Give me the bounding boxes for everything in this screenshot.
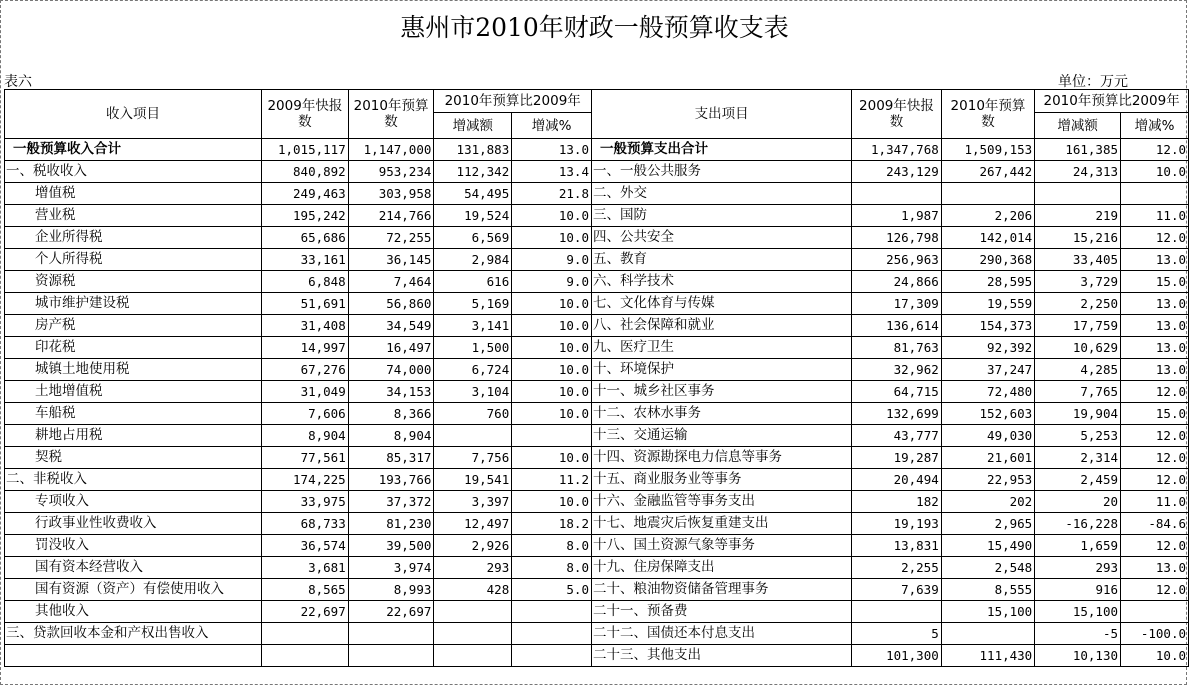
income-change-pct-cell: 10.0 [512, 293, 592, 315]
income-value-2010-cell: 85,317 [348, 447, 434, 469]
expense-change-pct-cell: 13.0 [1121, 249, 1189, 271]
income-value-2009-cell: 249,463 [262, 183, 349, 205]
income-change-amount-cell [434, 645, 512, 667]
income-value-2010-cell: 74,000 [348, 359, 434, 381]
income-item-cell: 车船税 [5, 403, 262, 425]
expense-value-2010-cell: 15,490 [941, 535, 1034, 557]
expense-change-pct-cell: 12.0 [1121, 381, 1189, 403]
income-change-pct-cell: 8.0 [512, 535, 592, 557]
expense-value-2009-cell: 1,987 [852, 205, 942, 227]
header-income-2010: 2010年预算数 [348, 90, 434, 139]
income-change-amount-cell: 3,397 [434, 491, 512, 513]
header-income-pct: 增减% [512, 113, 592, 139]
expense-change-amount-cell: 293 [1035, 557, 1121, 579]
income-value-2009-cell: 8,904 [262, 425, 349, 447]
income-change-pct-cell: 11.2 [512, 469, 592, 491]
income-change-pct-cell: 18.2 [512, 513, 592, 535]
income-change-amount-cell: 112,342 [434, 161, 512, 183]
expense-item-cell: 二十一、预备费 [591, 601, 851, 623]
income-item-cell [5, 645, 262, 667]
expense-item-cell: 八、社会保障和就业 [591, 315, 851, 337]
expense-value-2010-cell: 21,601 [941, 447, 1034, 469]
income-item-cell: 城镇土地使用税 [5, 359, 262, 381]
income-value-2010-cell: 1,147,000 [348, 139, 434, 161]
income-value-2009-cell: 51,691 [262, 293, 349, 315]
income-value-2010-cell [348, 623, 434, 645]
expense-change-pct-cell: 12.0 [1121, 425, 1189, 447]
income-value-2010-cell: 36,145 [348, 249, 434, 271]
income-value-2009-cell: 840,892 [262, 161, 349, 183]
income-value-2010-cell: 22,697 [348, 601, 434, 623]
expense-item-cell: 五、教育 [591, 249, 851, 271]
income-value-2009-cell: 8,565 [262, 579, 349, 601]
income-value-2009-cell: 33,161 [262, 249, 349, 271]
income-change-amount-cell: 7,756 [434, 447, 512, 469]
income-value-2009-cell [262, 623, 349, 645]
income-change-pct-cell [512, 425, 592, 447]
income-change-amount-cell: 760 [434, 403, 512, 425]
income-change-amount-cell: 2,984 [434, 249, 512, 271]
expense-change-pct-cell [1121, 601, 1189, 623]
expense-value-2009-cell: 43,777 [852, 425, 942, 447]
table-label: 表六 [4, 74, 32, 90]
expense-change-pct-cell: 11.0 [1121, 205, 1189, 227]
expense-item-cell: 十四、资源勘探电力信息等事务 [591, 447, 851, 469]
table-row [5, 227, 1189, 249]
expense-value-2009-cell: 1,347,768 [852, 139, 942, 161]
expense-item-cell: 十二、农林水事务 [591, 403, 851, 425]
table-row [5, 403, 1189, 425]
expense-change-pct-cell: 15.0 [1121, 271, 1189, 293]
expense-change-pct-cell [1121, 183, 1189, 205]
expense-value-2010-cell: 15,100 [941, 601, 1034, 623]
income-value-2009-cell: 1,015,117 [262, 139, 349, 161]
income-value-2010-cell: 16,497 [348, 337, 434, 359]
income-change-pct-cell: 10.0 [512, 381, 592, 403]
income-change-pct-cell: 10.0 [512, 337, 592, 359]
budget-table [4, 89, 1189, 667]
income-value-2010-cell: 34,549 [348, 315, 434, 337]
expense-change-pct-cell: 12.0 [1121, 139, 1189, 161]
table-body [5, 139, 1189, 667]
income-change-pct-cell: 10.0 [512, 403, 592, 425]
income-value-2010-cell: 7,464 [348, 271, 434, 293]
expense-value-2010-cell: 22,953 [941, 469, 1034, 491]
expense-value-2009-cell [852, 183, 942, 205]
expense-change-amount-cell: 2,314 [1035, 447, 1121, 469]
expense-item-cell: 十九、住房保障支出 [591, 557, 851, 579]
income-value-2009-cell: 67,276 [262, 359, 349, 381]
expense-value-2009-cell: 126,798 [852, 227, 942, 249]
table-row [5, 535, 1189, 557]
income-change-amount-cell: 616 [434, 271, 512, 293]
income-value-2010-cell: 8,993 [348, 579, 434, 601]
income-item-cell: 行政事业性收费收入 [5, 513, 262, 535]
expense-value-2010-cell: 202 [941, 491, 1034, 513]
income-change-pct-cell: 13.0 [512, 139, 592, 161]
expense-value-2010-cell: 19,559 [941, 293, 1034, 315]
income-value-2010-cell: 193,766 [348, 469, 434, 491]
table-row [5, 139, 1189, 161]
expense-value-2010-cell: 154,373 [941, 315, 1034, 337]
header-expense-diff: 增减额 [1035, 113, 1121, 139]
income-item-cell: 增值税 [5, 183, 262, 205]
expense-change-pct-cell: 12.0 [1121, 469, 1189, 491]
income-item-cell: 企业所得税 [5, 227, 262, 249]
expense-value-2010-cell: 92,392 [941, 337, 1034, 359]
expense-value-2009-cell: 24,866 [852, 271, 942, 293]
expense-change-amount-cell: 1,659 [1035, 535, 1121, 557]
income-value-2009-cell: 6,848 [262, 271, 349, 293]
expense-change-pct-cell: 10.0 [1121, 645, 1189, 667]
income-change-pct-cell: 10.0 [512, 205, 592, 227]
income-value-2010-cell: 303,958 [348, 183, 434, 205]
income-value-2009-cell: 7,606 [262, 403, 349, 425]
income-change-pct-cell: 10.0 [512, 315, 592, 337]
expense-value-2010-cell: 1,509,153 [941, 139, 1034, 161]
income-change-amount-cell: 12,497 [434, 513, 512, 535]
income-value-2010-cell: 34,153 [348, 381, 434, 403]
expense-item-cell: 一、一般公共服务 [591, 161, 851, 183]
expense-change-amount-cell: 2,250 [1035, 293, 1121, 315]
income-item-cell: 国有资本经营收入 [5, 557, 262, 579]
income-item-cell: 契税 [5, 447, 262, 469]
table-row [5, 183, 1189, 205]
expense-change-pct-cell: 12.0 [1121, 535, 1189, 557]
income-value-2010-cell: 37,372 [348, 491, 434, 513]
expense-value-2009-cell: 32,962 [852, 359, 942, 381]
expense-change-pct-cell: 12.0 [1121, 579, 1189, 601]
income-change-amount-cell: 2,926 [434, 535, 512, 557]
table-row [5, 359, 1189, 381]
expense-value-2009-cell: 182 [852, 491, 942, 513]
expense-change-pct-cell: 13.0 [1121, 557, 1189, 579]
expense-value-2010-cell: 37,247 [941, 359, 1034, 381]
header-expense-2010: 2010年预算数 [941, 90, 1034, 139]
income-change-amount-cell: 19,524 [434, 205, 512, 227]
expense-value-2010-cell: 152,603 [941, 403, 1034, 425]
table-row [5, 557, 1189, 579]
table-row [5, 381, 1189, 403]
income-value-2009-cell: 31,049 [262, 381, 349, 403]
expense-item-cell: 十七、地震灾后恢复重建支出 [591, 513, 851, 535]
income-value-2010-cell: 72,255 [348, 227, 434, 249]
expense-value-2009-cell: 256,963 [852, 249, 942, 271]
income-change-pct-cell [512, 645, 592, 667]
income-item-cell: 三、贷款回收本金和产权出售收入 [5, 623, 262, 645]
expense-item-cell: 二、外交 [591, 183, 851, 205]
header-income-item: 收入项目 [5, 90, 262, 139]
expense-value-2009-cell: 19,193 [852, 513, 942, 535]
income-item-cell: 营业税 [5, 205, 262, 227]
expense-value-2009-cell: 81,763 [852, 337, 942, 359]
expense-change-pct-cell: 13.0 [1121, 293, 1189, 315]
income-change-pct-cell [512, 601, 592, 623]
income-value-2010-cell: 214,766 [348, 205, 434, 227]
income-change-amount-cell: 54,495 [434, 183, 512, 205]
income-change-amount-cell: 293 [434, 557, 512, 579]
income-change-amount-cell [434, 601, 512, 623]
income-item-cell: 二、非税收入 [5, 469, 262, 491]
expense-change-pct-cell: 10.0 [1121, 161, 1189, 183]
table-row [5, 645, 1189, 667]
income-value-2009-cell: 14,997 [262, 337, 349, 359]
expense-value-2010-cell: 8,555 [941, 579, 1034, 601]
income-change-pct-cell: 10.0 [512, 227, 592, 249]
expense-value-2009-cell: 64,715 [852, 381, 942, 403]
expense-value-2010-cell: 2,965 [941, 513, 1034, 535]
header-expense-item: 支出项目 [591, 90, 851, 139]
income-value-2010-cell: 39,500 [348, 535, 434, 557]
expense-value-2009-cell: 19,287 [852, 447, 942, 469]
expense-change-amount-cell: 4,285 [1035, 359, 1121, 381]
expense-item-cell: 六、科学技术 [591, 271, 851, 293]
income-item-cell: 一般预算收入合计 [5, 139, 262, 161]
header-income-compare: 2010年预算比2009年 [434, 90, 592, 113]
income-change-amount-cell: 19,541 [434, 469, 512, 491]
expense-change-amount-cell: 17,759 [1035, 315, 1121, 337]
table-row [5, 513, 1189, 535]
income-item-cell: 个人所得税 [5, 249, 262, 271]
expense-change-amount-cell: 10,629 [1035, 337, 1121, 359]
expense-item-cell: 十一、城乡社区事务 [591, 381, 851, 403]
income-change-amount-cell: 6,569 [434, 227, 512, 249]
income-item-cell: 罚没收入 [5, 535, 262, 557]
expense-item-cell: 二十二、国债还本付息支出 [591, 623, 851, 645]
expense-item-cell: 十六、金融监管等事务支出 [591, 491, 851, 513]
income-change-amount-cell: 3,141 [434, 315, 512, 337]
expense-item-cell: 三、国防 [591, 205, 851, 227]
table-row [5, 293, 1189, 315]
expense-value-2009-cell: 5 [852, 623, 942, 645]
income-value-2009-cell: 3,681 [262, 557, 349, 579]
income-item-cell: 印花税 [5, 337, 262, 359]
expense-change-amount-cell: 916 [1035, 579, 1121, 601]
income-change-pct-cell: 8.0 [512, 557, 592, 579]
expense-change-amount-cell: -5 [1035, 623, 1121, 645]
income-value-2009-cell: 22,697 [262, 601, 349, 623]
expense-change-amount-cell: 15,216 [1035, 227, 1121, 249]
income-change-pct-cell: 5.0 [512, 579, 592, 601]
income-change-pct-cell: 10.0 [512, 359, 592, 381]
expense-change-pct-cell: 13.0 [1121, 359, 1189, 381]
income-value-2009-cell: 36,574 [262, 535, 349, 557]
income-value-2010-cell: 953,234 [348, 161, 434, 183]
income-change-pct-cell [512, 623, 592, 645]
table-row [5, 469, 1189, 491]
income-change-amount-cell: 131,883 [434, 139, 512, 161]
expense-value-2010-cell: 72,480 [941, 381, 1034, 403]
page-title: 惠州市2010年财政一般预算收支表 [400, 13, 789, 42]
income-value-2010-cell: 81,230 [348, 513, 434, 535]
expense-item-cell: 七、文化体育与传媒 [591, 293, 851, 315]
expense-change-pct-cell: 12.0 [1121, 447, 1189, 469]
table-row [5, 425, 1189, 447]
header-expense-pct: 增减% [1121, 113, 1189, 139]
expense-change-amount-cell: 10,130 [1035, 645, 1121, 667]
income-change-amount-cell: 5,169 [434, 293, 512, 315]
table-row [5, 337, 1189, 359]
expense-item-cell: 十八、国土资源气象等事务 [591, 535, 851, 557]
income-change-pct-cell: 10.0 [512, 447, 592, 469]
expense-change-pct-cell: 12.0 [1121, 227, 1189, 249]
expense-value-2009-cell: 20,494 [852, 469, 942, 491]
expense-change-amount-cell [1035, 183, 1121, 205]
income-value-2010-cell: 3,974 [348, 557, 434, 579]
table-row [5, 205, 1189, 227]
header-expense-compare: 2010年预算比2009年 [1035, 90, 1189, 113]
income-change-amount-cell [434, 425, 512, 447]
expense-value-2009-cell: 243,129 [852, 161, 942, 183]
expense-change-amount-cell: 7,765 [1035, 381, 1121, 403]
income-change-amount-cell [434, 623, 512, 645]
income-change-amount-cell: 6,724 [434, 359, 512, 381]
expense-value-2009-cell: 7,639 [852, 579, 942, 601]
expense-change-pct-cell: 15.0 [1121, 403, 1189, 425]
expense-value-2010-cell: 49,030 [941, 425, 1034, 447]
income-item-cell: 一、税收收入 [5, 161, 262, 183]
expense-item-cell: 十、环境保护 [591, 359, 851, 381]
expense-change-pct-cell: 13.0 [1121, 337, 1189, 359]
expense-item-cell: 二十、粮油物资储备管理事务 [591, 579, 851, 601]
income-item-cell: 国有资源（资产）有偿使用收入 [5, 579, 262, 601]
income-item-cell: 土地增值税 [5, 381, 262, 403]
income-value-2009-cell: 195,242 [262, 205, 349, 227]
income-change-pct-cell: 10.0 [512, 491, 592, 513]
expense-value-2010-cell: 290,368 [941, 249, 1034, 271]
table-row [5, 249, 1189, 271]
income-value-2009-cell: 31,408 [262, 315, 349, 337]
header-income-2009: 2009年快报数 [262, 90, 349, 139]
expense-change-amount-cell: 2,459 [1035, 469, 1121, 491]
income-item-cell: 专项收入 [5, 491, 262, 513]
income-value-2010-cell [348, 645, 434, 667]
income-value-2009-cell: 77,561 [262, 447, 349, 469]
expense-change-amount-cell: 3,729 [1035, 271, 1121, 293]
table-row [5, 579, 1189, 601]
expense-change-amount-cell: 19,904 [1035, 403, 1121, 425]
income-item-cell: 城市维护建设税 [5, 293, 262, 315]
table-row [5, 271, 1189, 293]
expense-change-amount-cell: 24,313 [1035, 161, 1121, 183]
unit-label: 单位：万元 [1058, 74, 1128, 90]
income-change-pct-cell: 13.4 [512, 161, 592, 183]
income-change-pct-cell: 9.0 [512, 249, 592, 271]
expense-value-2010-cell: 2,548 [941, 557, 1034, 579]
table-row [5, 315, 1189, 337]
expense-change-pct-cell: 13.0 [1121, 315, 1189, 337]
income-value-2010-cell: 8,366 [348, 403, 434, 425]
expense-item-cell: 十三、交通运输 [591, 425, 851, 447]
expense-item-cell: 九、医疗卫生 [591, 337, 851, 359]
table-row [5, 161, 1189, 183]
income-change-amount-cell: 3,104 [434, 381, 512, 403]
income-change-pct-cell: 9.0 [512, 271, 592, 293]
expense-value-2010-cell [941, 623, 1034, 645]
expense-value-2009-cell: 132,699 [852, 403, 942, 425]
expense-value-2009-cell: 17,309 [852, 293, 942, 315]
expense-item-cell: 二十三、其他支出 [591, 645, 851, 667]
header-income-diff: 增减额 [434, 113, 512, 139]
expense-value-2010-cell [941, 183, 1034, 205]
income-value-2010-cell: 8,904 [348, 425, 434, 447]
expense-value-2009-cell [852, 601, 942, 623]
income-item-cell: 资源税 [5, 271, 262, 293]
expense-item-cell: 一般预算支出合计 [591, 139, 851, 161]
expense-change-pct-cell: -84.6 [1121, 513, 1189, 535]
expense-change-amount-cell: 5,253 [1035, 425, 1121, 447]
income-change-pct-cell: 21.8 [512, 183, 592, 205]
expense-value-2010-cell: 28,595 [941, 271, 1034, 293]
expense-change-amount-cell: 20 [1035, 491, 1121, 513]
income-item-cell: 其他收入 [5, 601, 262, 623]
expense-change-amount-cell: 15,100 [1035, 601, 1121, 623]
income-value-2009-cell: 68,733 [262, 513, 349, 535]
expense-item-cell: 四、公共安全 [591, 227, 851, 249]
expense-value-2010-cell: 111,430 [941, 645, 1034, 667]
income-value-2009-cell: 65,686 [262, 227, 349, 249]
table-row [5, 447, 1189, 469]
income-item-cell: 耕地占用税 [5, 425, 262, 447]
expense-change-amount-cell: 161,385 [1035, 139, 1121, 161]
expense-value-2009-cell: 2,255 [852, 557, 942, 579]
income-value-2009-cell: 33,975 [262, 491, 349, 513]
table-row [5, 491, 1189, 513]
expense-value-2010-cell: 2,206 [941, 205, 1034, 227]
income-value-2009-cell [262, 645, 349, 667]
header-expense-2009: 2009年快报数 [852, 90, 942, 139]
table-row [5, 601, 1189, 623]
income-value-2009-cell: 174,225 [262, 469, 349, 491]
expense-value-2009-cell: 136,614 [852, 315, 942, 337]
income-item-cell: 房产税 [5, 315, 262, 337]
expense-value-2009-cell: 101,300 [852, 645, 942, 667]
expense-value-2009-cell: 13,831 [852, 535, 942, 557]
expense-value-2010-cell: 142,014 [941, 227, 1034, 249]
expense-change-pct-cell: 11.0 [1121, 491, 1189, 513]
expense-item-cell: 十五、商业服务业等事务 [591, 469, 851, 491]
expense-change-pct-cell: -100.0 [1121, 623, 1189, 645]
expense-change-amount-cell: 219 [1035, 205, 1121, 227]
expense-change-amount-cell: -16,228 [1035, 513, 1121, 535]
table-row [5, 623, 1189, 645]
income-change-amount-cell: 428 [434, 579, 512, 601]
expense-value-2010-cell: 267,442 [941, 161, 1034, 183]
income-value-2010-cell: 56,860 [348, 293, 434, 315]
income-change-amount-cell: 1,500 [434, 337, 512, 359]
expense-change-amount-cell: 33,405 [1035, 249, 1121, 271]
